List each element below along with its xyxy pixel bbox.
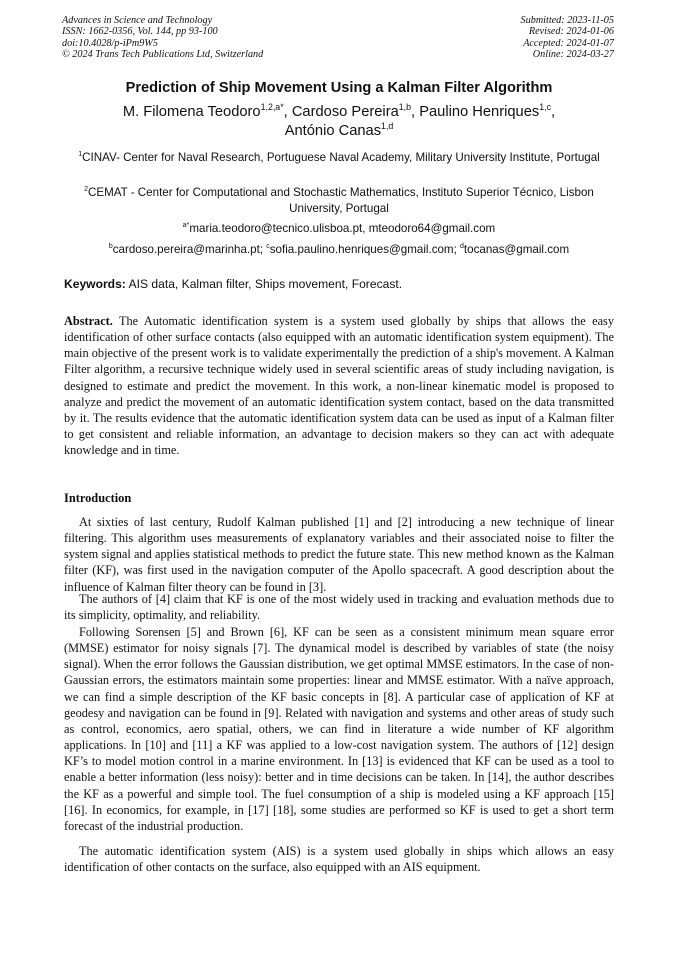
journal-name: Advances in Science and Technology	[62, 15, 213, 26]
email-line-2: $^b$cardoso.pereira@marinha.pt; $^c$sofia.paulino.henriques@gmail.com; $^d$tocanas@gmail.com	[108, 243, 570, 256]
journal-doi: doi:10.4028/p-iPm9W5	[62, 37, 158, 49]
introduction-heading: Introduction	[64, 491, 132, 505]
abstract	[64, 313, 614, 458]
journal-copyright: © 2024 Trans Tech Publications Ltd, Switzerland	[62, 48, 264, 60]
author-name: M. Filomena Teodoro	[122, 104, 261, 120]
intro-paragraph: The authors of [4] claim that KF is one of the most widely used in tracking and evaluation methods due to its simplicity, optimality, and reliability.	[64, 592, 614, 623]
author-affil-mark: 1,c	[539, 102, 551, 113]
intro-paragraph: At sixties of last century, Rudolf Kalman published [1] and [2] introducing a new technique of linear filtering. This algorithm uses measurements of explanatory variables and their associated noise to filter the system signal and applies statistical methods to predict the future state. This new method known as the Kalman filter (KF), was first used in the navigation computer of the Apollo spacecraft. A good description about the influence of Kalman filter theory can be found in [3].	[64, 515, 614, 594]
abstract-label: Abstract.	[64, 314, 113, 328]
author-list: M. Filomena Teodoro$^{1,2,a*}$, Cardoso Pereira$^{1,b}$, Paulino Henriques$^{1,c}$, António Canas$^{1,d}$	[122, 102, 556, 139]
affiliation-1: $^1$CINAV- Center for Naval Research, Portuguese Naval Academy, Military University Institute, Portugal	[78, 151, 600, 164]
author-affil-mark: 1,d	[381, 121, 394, 132]
intro-paragraph: Following Sorensen [5] and Brown [6], KF can be seen as a consistent minimum mean square error (MMSE) estimator for noisy signals [7]. The dynamical model is described by variables of state (the noisy signal). When the error follows the Gaussian distribution, we get optimal MMSE estimators. In the case of non-Gaussian errors, the estimators maintain some properties: linear and MMSE estimator. With a naïve approach, we can find a simple description of the KF basic concepts in [8]. A particular case of application of KF at geodesy and navigation can be found in [9]. Related with navigation and systems and other areas of study such as control, economics, aero spatial, others, we can find in literature a wide number of KF algorithm applications. In [10] and [11] a KF was applied to a low-cost navigation system. The authors of [12] design KF’s to model motion control in a marine environment. In [13] is evidenced that KF can be used as a tool to enable a better information (less noisy): better and in time decisions can be taken. In [14], the author describes the KF as a powerful and simple tool. The fuel consumption of a ship is modeled using a KF approach [15] [16]. In economics, for example, in [17] [18], some studies are performed so KF is used to get a short term forecast of the industrial production.	[64, 625, 614, 833]
date-accepted: Accepted: 2024-01-07	[523, 37, 614, 49]
email-line-1: $^{a*}$maria.teodoro@tecnico.ulisboa.pt, mteodoro64@gmail.com	[182, 222, 496, 235]
author-name: Cardoso Pereira	[291, 104, 399, 120]
date-revised: Revised: 2024-01-06	[528, 26, 614, 38]
abstract-text: The Automatic identification system is a system used globally by ships that allows the easy identification of other surface contacts (also equipped with an automatic identification system equipment). The main objective of the present work is to validate experimentally the prediction of a ship's movement. A Kalman Filter algorithm, a recursive technique widely used in several scientific areas of study including navigation, is designed to estimate and predict the movement. In this work, a non-linear kinematic model is proposed to analyze and predict the movement of an automatic identification system contact, based on the data transmitted by it. The results evidence that the automatic identification system data can be used as input of a Kalman filter to get consistent and reliable information, an advantage to decision makers so they can act with adequate knowledge and in time.	[64, 314, 614, 458]
journal-header	[62, 15, 263, 60]
keywords-label: Keywords:	[64, 277, 126, 291]
paper-title: Prediction of Ship Movement Using a Kalman Filter Algorithm	[125, 80, 553, 96]
affiliation-2: $^2$CEMAT - Center for Computational and Stochastic Mathematics, Instituto Superior Técnico, Lisbon University, Portugal	[84, 186, 594, 215]
intro-paragraph: The automatic identification system (AIS) is a system used globally in ships which allows an easy identification of other contacts on the surface, also equipped with an AIS equipment.	[64, 844, 614, 875]
date-submitted: Submitted: 2023-11-05	[520, 15, 614, 26]
dates-header	[521, 15, 614, 60]
author-affil-mark: 1,b	[398, 102, 412, 113]
keywords-text: AIS data, Kalman filter, Ships movement, Forecast.	[128, 277, 403, 291]
keywords	[64, 277, 624, 291]
author-affil-mark: 1,2,a*	[260, 102, 284, 113]
date-online: Online: 2024-03-27	[532, 48, 614, 60]
author-name: António Canas	[284, 123, 382, 139]
author-name: Paulino Henriques	[419, 104, 540, 120]
journal-issn: ISSN: 1662-0356, Vol. 144, pp 93-100	[62, 26, 218, 38]
